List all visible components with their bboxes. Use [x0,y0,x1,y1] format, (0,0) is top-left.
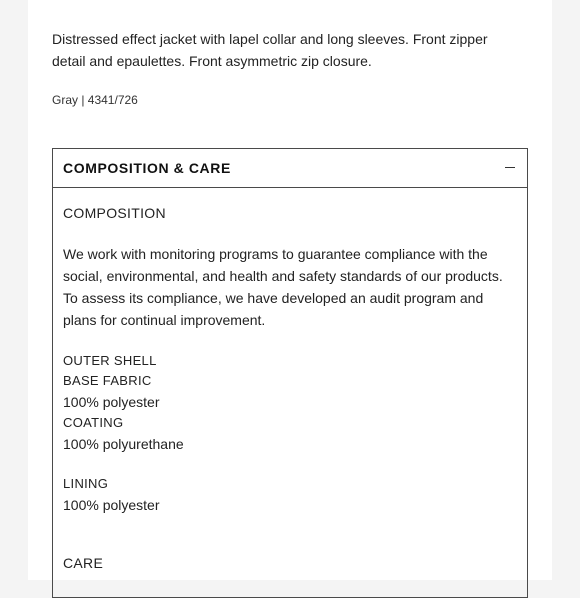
composition-heading: COMPOSITION [63,205,166,221]
coating-label: COATING [63,415,124,430]
base-fabric-label: BASE FABRIC [63,373,152,388]
outer-shell-label: OUTER SHELL [63,353,157,368]
product-details-panel [28,0,552,580]
product-color-reference: Gray | 4341/726 [52,93,138,107]
base-fabric-value: 100% polyester [63,394,160,410]
product-description: Distressed effect jacket with lapel collar and long sleeves. Front zipper detail and epaulettes. Front asymmetric zip closure. [52,31,488,69]
accordion-title: COMPOSITION & CARE [63,160,231,176]
care-heading: CARE [63,555,104,571]
composition-care-accordion-header[interactable] [53,149,527,188]
lining-value: 100% polyester [63,497,160,513]
lining-label: LINING [63,476,109,491]
coating-value: 100% polyurethane [63,436,184,452]
composition-text: We work with monitoring programs to guarantee compliance with the social, environmental, and health and safety standards of our products. To assess its compliance, we have developed an audit program and plans for continual improvement. [63,246,503,328]
minus-icon[interactable] [502,160,518,176]
composition-care-accordion [52,148,528,598]
